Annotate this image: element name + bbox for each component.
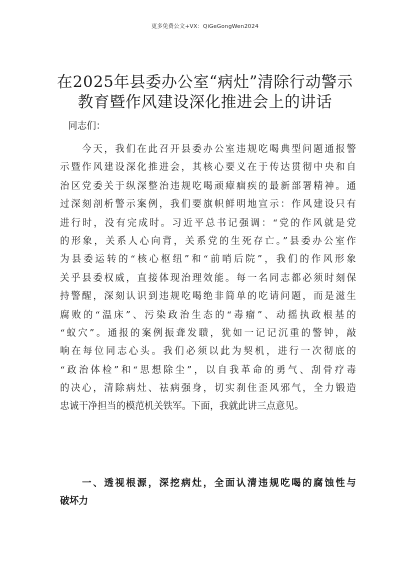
paragraph-line: 关乎县委权威，直接体现治理效能。每一名同志都必须时刻保: [60, 272, 356, 284]
paragraph-line: 进行时，没有完成时。习近平总书记强调：“党的作风就是党: [60, 217, 356, 229]
paragraph-line: 治区党委关于纵深整治违规吃喝顽瘴痼疾的最新部署精神。通: [60, 180, 356, 192]
paragraph-line: 的决心，清除病灶、祛病强身，切实刹住歪风邪气，全力锻造: [60, 383, 356, 395]
paragraph-line: 今天，我们在此召开县委办公室违规吃喝典型问题通报警: [60, 144, 356, 155]
greeting: 同志们：: [68, 121, 106, 132]
title-line: 教育暨作风建设深化推进会上的讲话: [77, 93, 333, 111]
paragraph-line: 忠诚干净担当的模范机关铁军。下面，我就此讲三点意见。: [60, 401, 304, 413]
body-paragraph: [60, 141, 356, 417]
title-line: 在2025年县委办公室“病灶”清除行动警示: [56, 73, 354, 91]
paragraph-line: 示暨作风建设深化推进会，其核心要义在于传达贯彻中央和自: [60, 162, 356, 174]
paragraph-line: “蚁穴”。通报的案例振聋发聩，犹如一记记沉重的警钟，敲: [60, 327, 356, 339]
section-heading-line: 破坏力: [60, 496, 89, 508]
paragraph-line: 的形象，关系人心向背，关系党的生死存亡。”县委办公室作: [60, 235, 356, 247]
header-note: 更多免费公文+VX：QiGeGongWen2024: [151, 24, 259, 30]
paragraph-line: 为县委运转的“核心枢纽”和“前哨后院”，我们的作风形象: [60, 254, 356, 266]
document-title: [40, 72, 370, 112]
paragraph-line: 腐败的“温床”、污染政治生态的“毒瘤”、动摇执政根基的: [60, 309, 356, 321]
section-heading-line: 一、透视根源，深挖病灶，全面认清违规吃喝的腐蚀性与: [60, 478, 356, 489]
paragraph-line: 过深刻剖析警示案例，我们要旗帜鲜明地宣示：作风建设只有: [60, 199, 356, 211]
section-heading: [60, 475, 356, 512]
paragraph-line: “政治体检”和“思想除尘”，以自我革命的勇气、刮骨疗毒: [60, 364, 356, 376]
paragraph-line: 响在每位同志心头。我们必须以此为契机，进行一次彻底的: [60, 346, 356, 358]
paragraph-line: 持警醒，深刻认识到违规吃喝绝非简单的吃请问题，而是滋生: [60, 291, 356, 303]
